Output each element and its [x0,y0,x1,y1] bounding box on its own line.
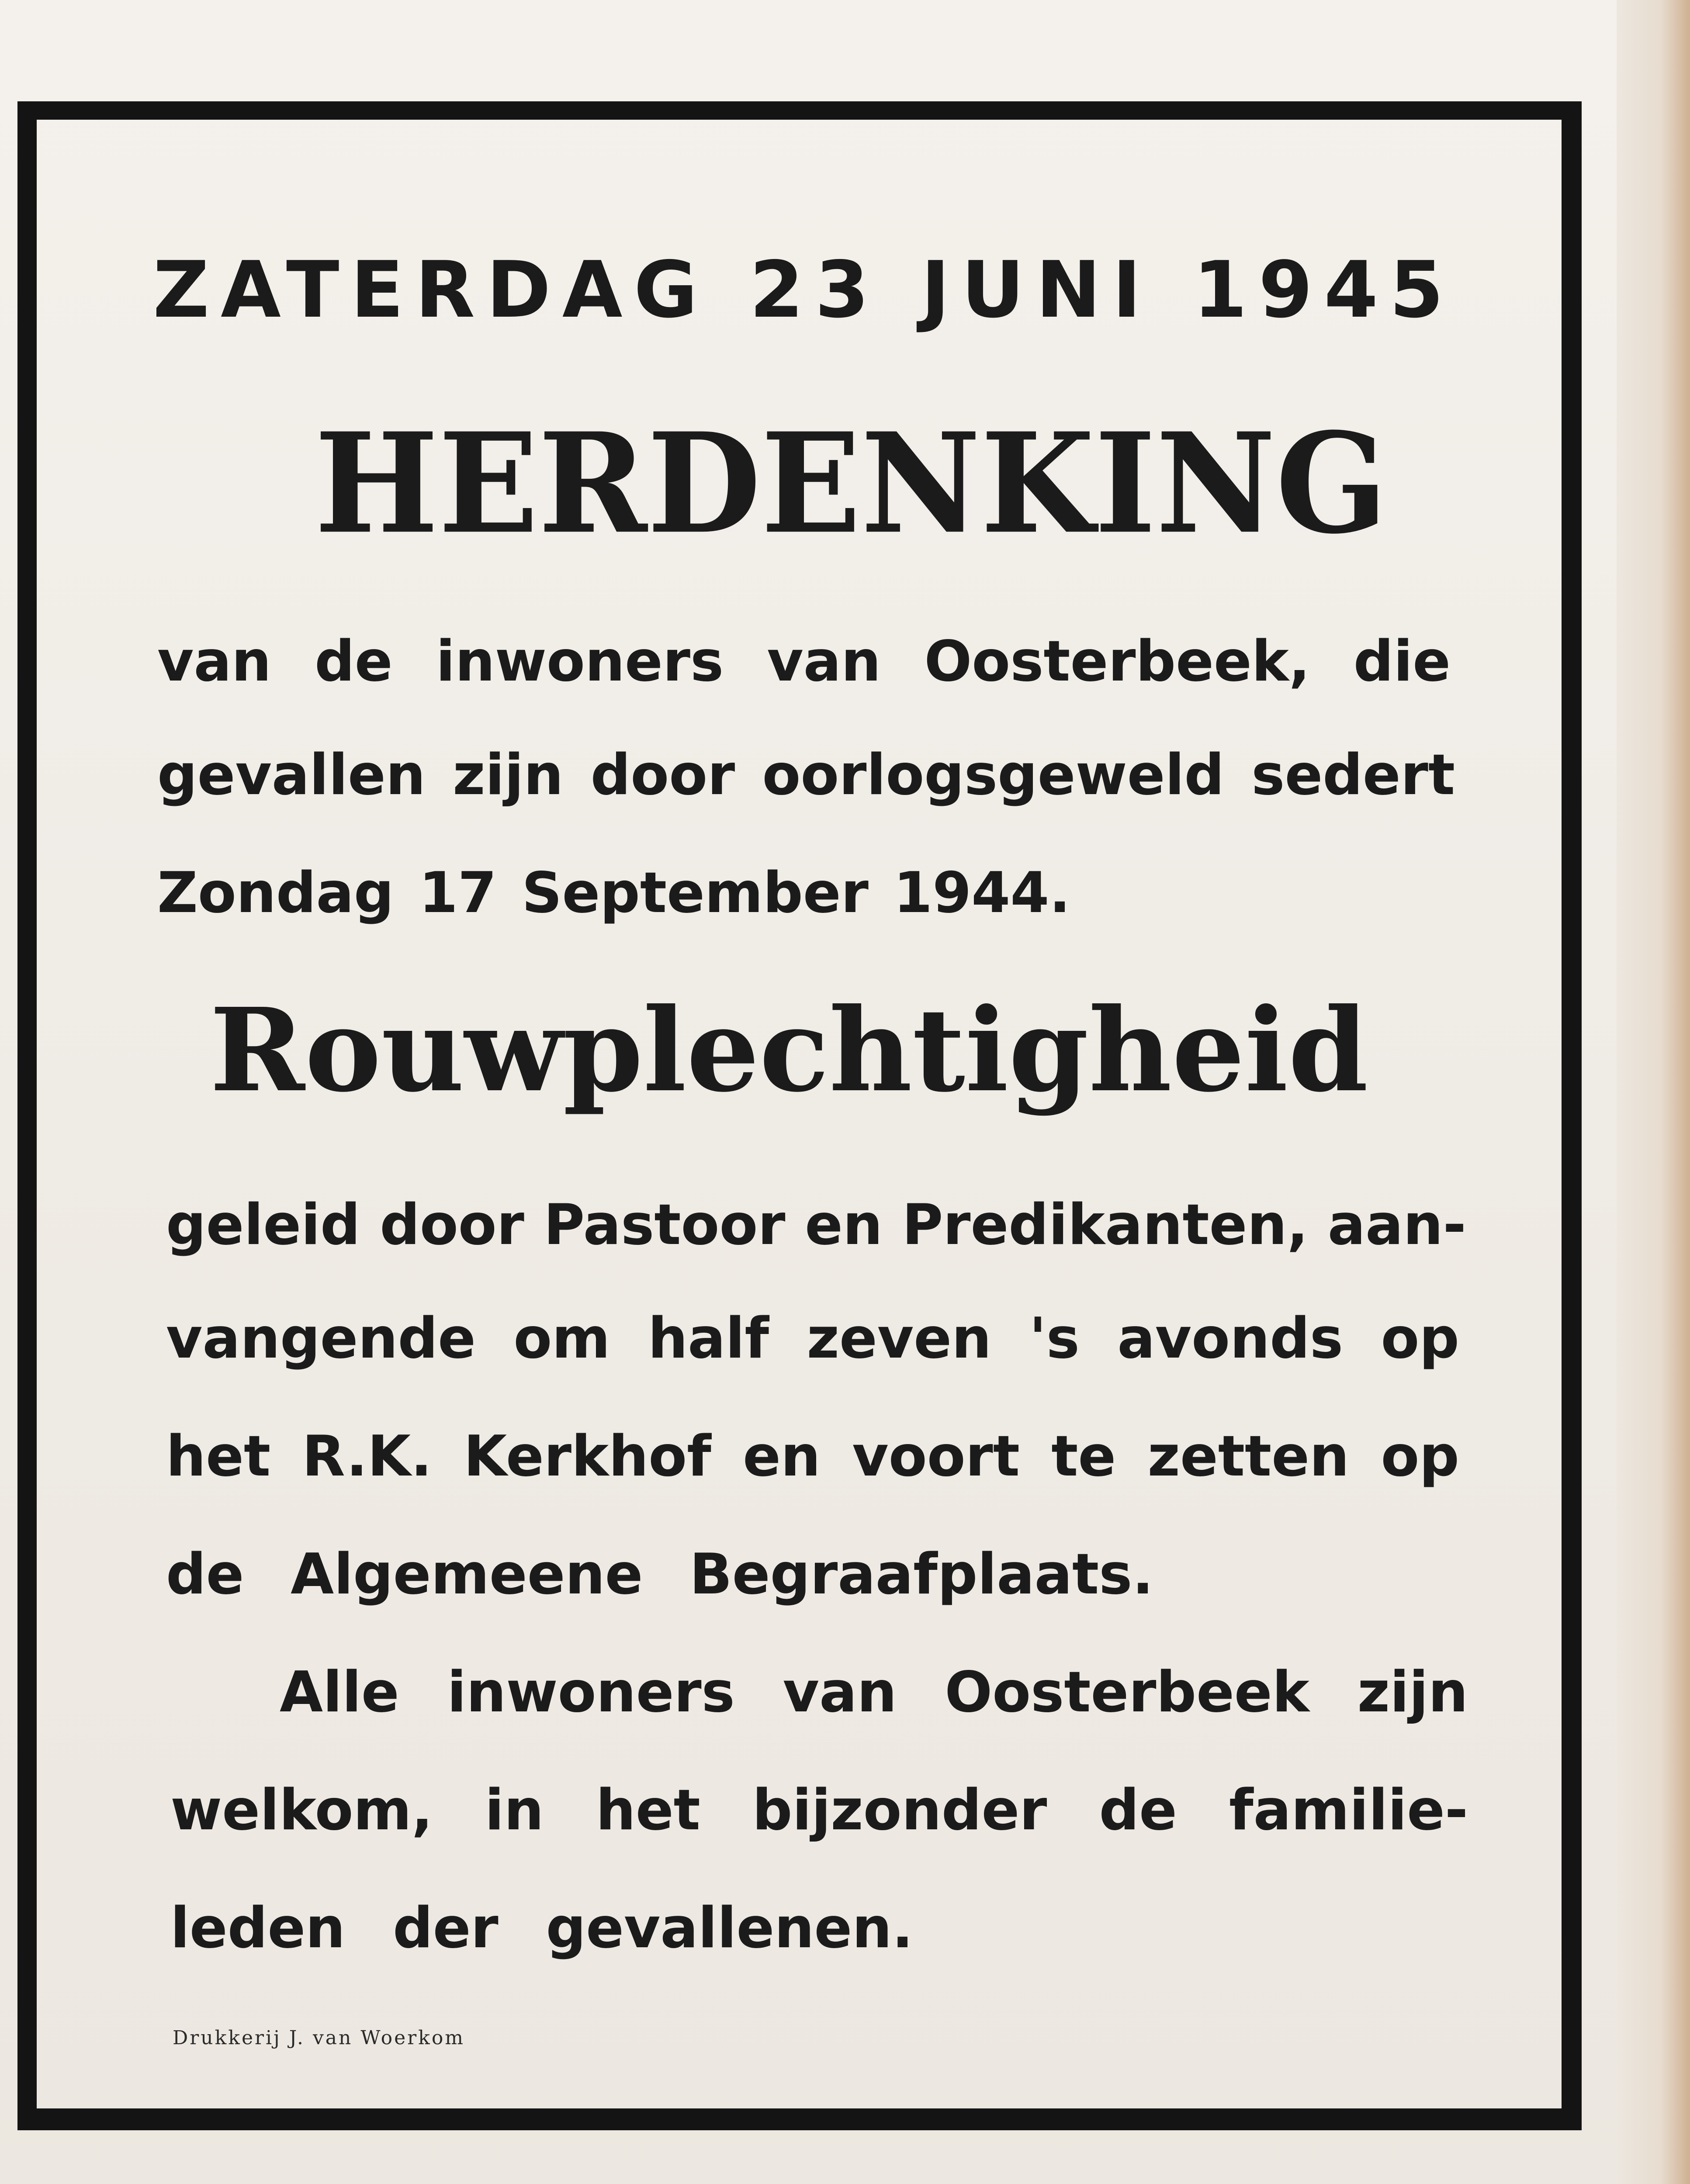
paragraph2-line1: geleid door Pastoor en Predikanten, aan- [166,1192,1466,1258]
heading-herdenking: HERDENKING [315,402,1388,564]
paragraph2-line3: het R.K. Kerkhof en voort te zetten op [166,1424,1459,1489]
paragraph2-line2: vangende om half zeven 's avonds op [166,1306,1459,1371]
subheading-rouwplechtigheid: Rouwplechtigheid [210,983,1368,1117]
paragraph1-line3: Zondag 17 September 1944. [157,860,1070,926]
paragraph1-line2: gevallen zijn door oorlogsgeweld sedert [157,743,1455,808]
paper-edge [1617,0,1690,2184]
paragraph1-line1: van de inwoners van Oosterbeek, die [157,629,1451,694]
date-line: ZATERDAG 23 JUNI 1945 [153,245,1455,335]
paragraph2-line4: de Algemeene Begraafplaats. [166,1542,1153,1607]
paragraph3-line1: Alle inwoners van Oosterbeek zijn [280,1660,1468,1725]
printer-credit: Drukkerij J. van Woerkom [173,2027,465,2049]
paragraph3-line3: leden der gevallenen. [170,1896,913,1961]
paragraph3-line2: welkom, in het bijzonder de familie- [170,1778,1468,1843]
